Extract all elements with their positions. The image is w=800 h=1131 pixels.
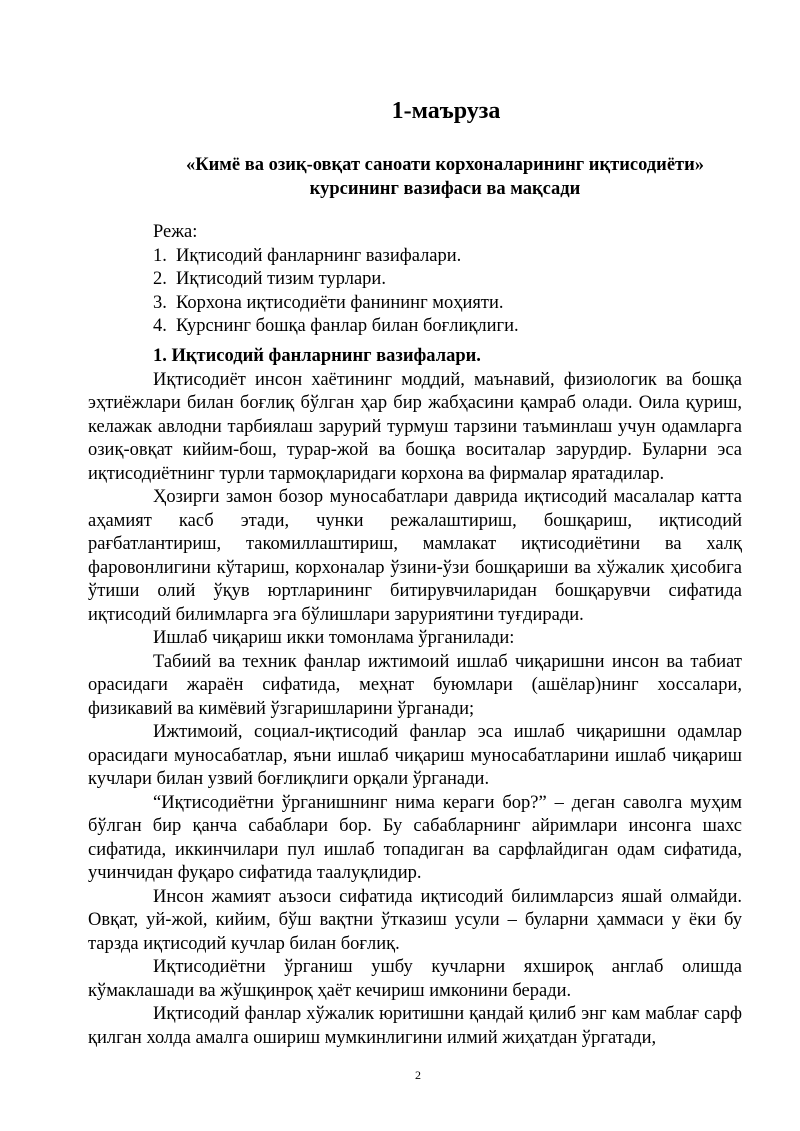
plan-item: [153, 315, 713, 339]
plan-list: [153, 245, 713, 339]
plan-section: [153, 221, 713, 339]
plan-item-number: 2.: [153, 269, 167, 289]
lecture-subtitle: «Кимё ва озиқ-овқат саноати корхоналарининг иқтисодиёти» курсининг вазифаси ва мақсади: [185, 155, 705, 199]
plan-item-number: 1.: [153, 245, 167, 266]
paragraph: Ҳозирги замон бозор муносабатлари даврида иқтисодий масалалар катта аҳамият касб этади, чунки режалаштириш, бошқариш, иқтисодий рағбатлантириш, такомиллаштириш, мамлакат иқтисодиётини ва халқ фаровонлигини кўтариш, корхоналар ўзини-ўзи бошқариши ва хўжалик ҳисобига ўтиши олий ўқув юртларининг битирувчиларидан бошқарувчи сифатида иқтисодий билимларга эга бўлишлари заруриятини туғдиради.: [88, 487, 742, 625]
page-number: 2: [415, 1068, 421, 1082]
paragraph: Табиий ва техник фанлар ижтимоий ишлаб чиқаришни инсон ва табиат орасидаги жараён сифатида, меҳнат буюмлари (ашёлар)нинг хоссалари, физикавий ва кимёвий ўзгаришларини ўрганади;: [88, 651, 742, 719]
plan-item-number: 3.: [153, 292, 167, 313]
plan-item-text: Корхона иқтисодиёти фанининг моҳияти.: [176, 292, 504, 313]
lecture-title: 1-маъруза: [391, 98, 501, 124]
paragraph: “Иқтисодиётни ўрганишнинг нима кераги бор?” – деган саволга муҳим бўлган бир қанча сабаблари бор. Бу сабабларнинг айримлари инсонга шахс сифатида, иккинчилари пул ишлаб топадиган ва сарфлайдиган одам сифатида, учинчидан фуқаро сифатида таалуқлидир.: [88, 792, 742, 883]
section-heading: 1. Иқтисодий фанларнинг вазифалари.: [153, 346, 481, 366]
paragraph: Инсон жамият аъзоси сифатида иқтисодий билимларсиз яшай олмайди. Овқат, уй-жой, кийим, бўш вақтни ўтказиш усули – буларни ҳаммаси у ёки бу тарзда иқтисодий кучлар билан боғлиқ.: [88, 886, 742, 954]
plan-item: [153, 245, 713, 269]
paragraph: Ижтимоий, социал-иқтисодий фанлар эса ишлаб чиқаришни одамлар орасидаги муносабатлар, яъни ишлаб чиқариш муносабатларини ишлаб чиқариш кучлари билан узвий боғлиқлиги орқали ўрганади.: [88, 722, 742, 789]
plan-item: [153, 292, 713, 316]
plan-heading: Режа:: [153, 222, 198, 242]
plan-item: [153, 268, 713, 292]
paragraph: Иқтисодий фанлар хўжалик юритишни қандай қилиб энг кам маблағ сарф қилган холда амалга ошириш мумкинлигини илмий жиҳатдан ўргатади,: [88, 1004, 742, 1048]
plan-item-number: 4.: [153, 316, 167, 336]
plan-item-text: Курснинг бошқа фанлар билан боғлиқлиги.: [176, 316, 519, 336]
plan-item-text: Иқтисодий тизим турлари.: [176, 269, 386, 289]
paragraph: Иқтисодиёт инсон хаётининг моддий, маънавий, физиологик ва бошқа эҳтиёжлари билан боғлиқ бўлган ҳар бир жабҳасини қамраб олади. Оила қуриш, келажак авлодни тарбиялаш зарурий турмуш тарзини таъминлаш учун одамларга озиқ-овқат кийим-бош, турар-жой ва бошқа воситалар зарурдир. Буларни эса иқтисодиётнинг турли тармоқларидаги корхона ва фирмалар яратадилар.: [88, 369, 742, 484]
paragraph: Иқтисодиётни ўрганиш ушбу кучларни яхшироқ англаб олишда кўмаклашади ва жўшқинроқ ҳаёт кечириш имконини беради.: [88, 957, 742, 1001]
paragraph: Ишлаб чиқариш икки томонлама ўрганилади:: [153, 628, 515, 648]
plan-item-text: Иқтисодий фанларнинг вазифалари.: [176, 245, 462, 266]
main-content: [88, 345, 742, 1050]
